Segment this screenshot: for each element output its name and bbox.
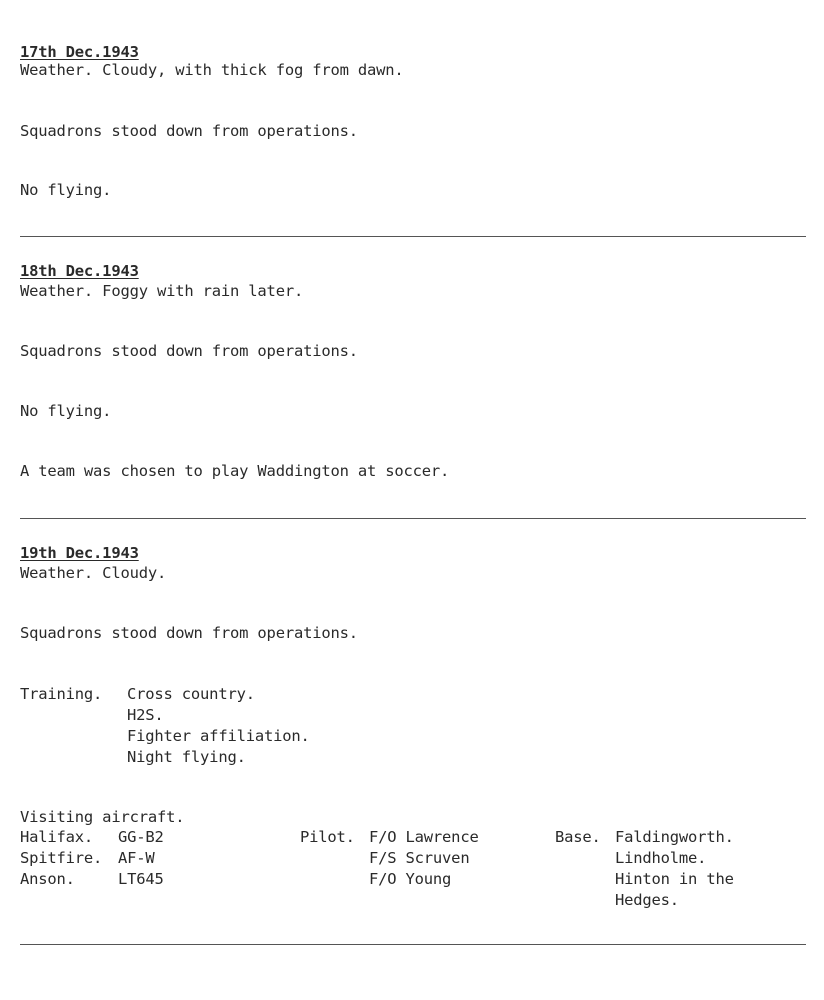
aircraft-type: Anson. bbox=[20, 870, 75, 888]
aircraft-type: Spitfire. bbox=[20, 849, 103, 867]
entry-line: No flying. bbox=[20, 402, 112, 420]
pilot-name: F/S Scruven bbox=[369, 849, 470, 867]
weather-line: Weather. Cloudy, with thick fog from dawn. bbox=[20, 61, 404, 79]
training-item: Cross country. bbox=[127, 685, 255, 703]
aircraft-serial: GG-B2 bbox=[118, 828, 164, 846]
entry-line: Squadrons stood down from operations. bbox=[20, 624, 358, 642]
aircraft-serial: AF-W bbox=[118, 849, 155, 867]
training-item: H2S. bbox=[127, 706, 164, 724]
entry-date: 18th Dec.1943 bbox=[20, 262, 139, 280]
entry-date: 17th Dec.1943 bbox=[20, 43, 139, 61]
weather-line: Weather. Foggy with rain later. bbox=[20, 282, 304, 300]
entry-date: 19th Dec.1943 bbox=[20, 544, 139, 562]
visiting-heading: Visiting aircraft. bbox=[20, 808, 185, 826]
training-item: Fighter affiliation. bbox=[127, 727, 310, 745]
pilot-label: Pilot. bbox=[300, 828, 355, 846]
base-name: Faldingworth. bbox=[615, 828, 734, 846]
aircraft-serial: LT645 bbox=[118, 870, 164, 888]
section-divider bbox=[20, 944, 806, 945]
entry-line: No flying. bbox=[20, 181, 112, 199]
entry-line: Squadrons stood down from operations. bbox=[20, 122, 358, 140]
base-name: Hinton in the bbox=[615, 870, 734, 888]
pilot-name: F/O Young bbox=[369, 870, 452, 888]
aircraft-type: Halifax. bbox=[20, 828, 94, 846]
section-divider bbox=[20, 518, 806, 519]
base-label: Base. bbox=[555, 828, 601, 846]
pilot-name: F/O Lawrence bbox=[369, 828, 479, 846]
base-name-continued: Hedges. bbox=[615, 891, 679, 909]
section-divider bbox=[20, 236, 806, 237]
entry-line: A team was chosen to play Waddington at soccer. bbox=[20, 462, 450, 480]
weather-line: Weather. Cloudy. bbox=[20, 564, 167, 582]
training-item: Night flying. bbox=[127, 748, 246, 766]
base-name: Lindholme. bbox=[615, 849, 707, 867]
training-label: Training. bbox=[20, 685, 103, 703]
entry-line: Squadrons stood down from operations. bbox=[20, 342, 358, 360]
